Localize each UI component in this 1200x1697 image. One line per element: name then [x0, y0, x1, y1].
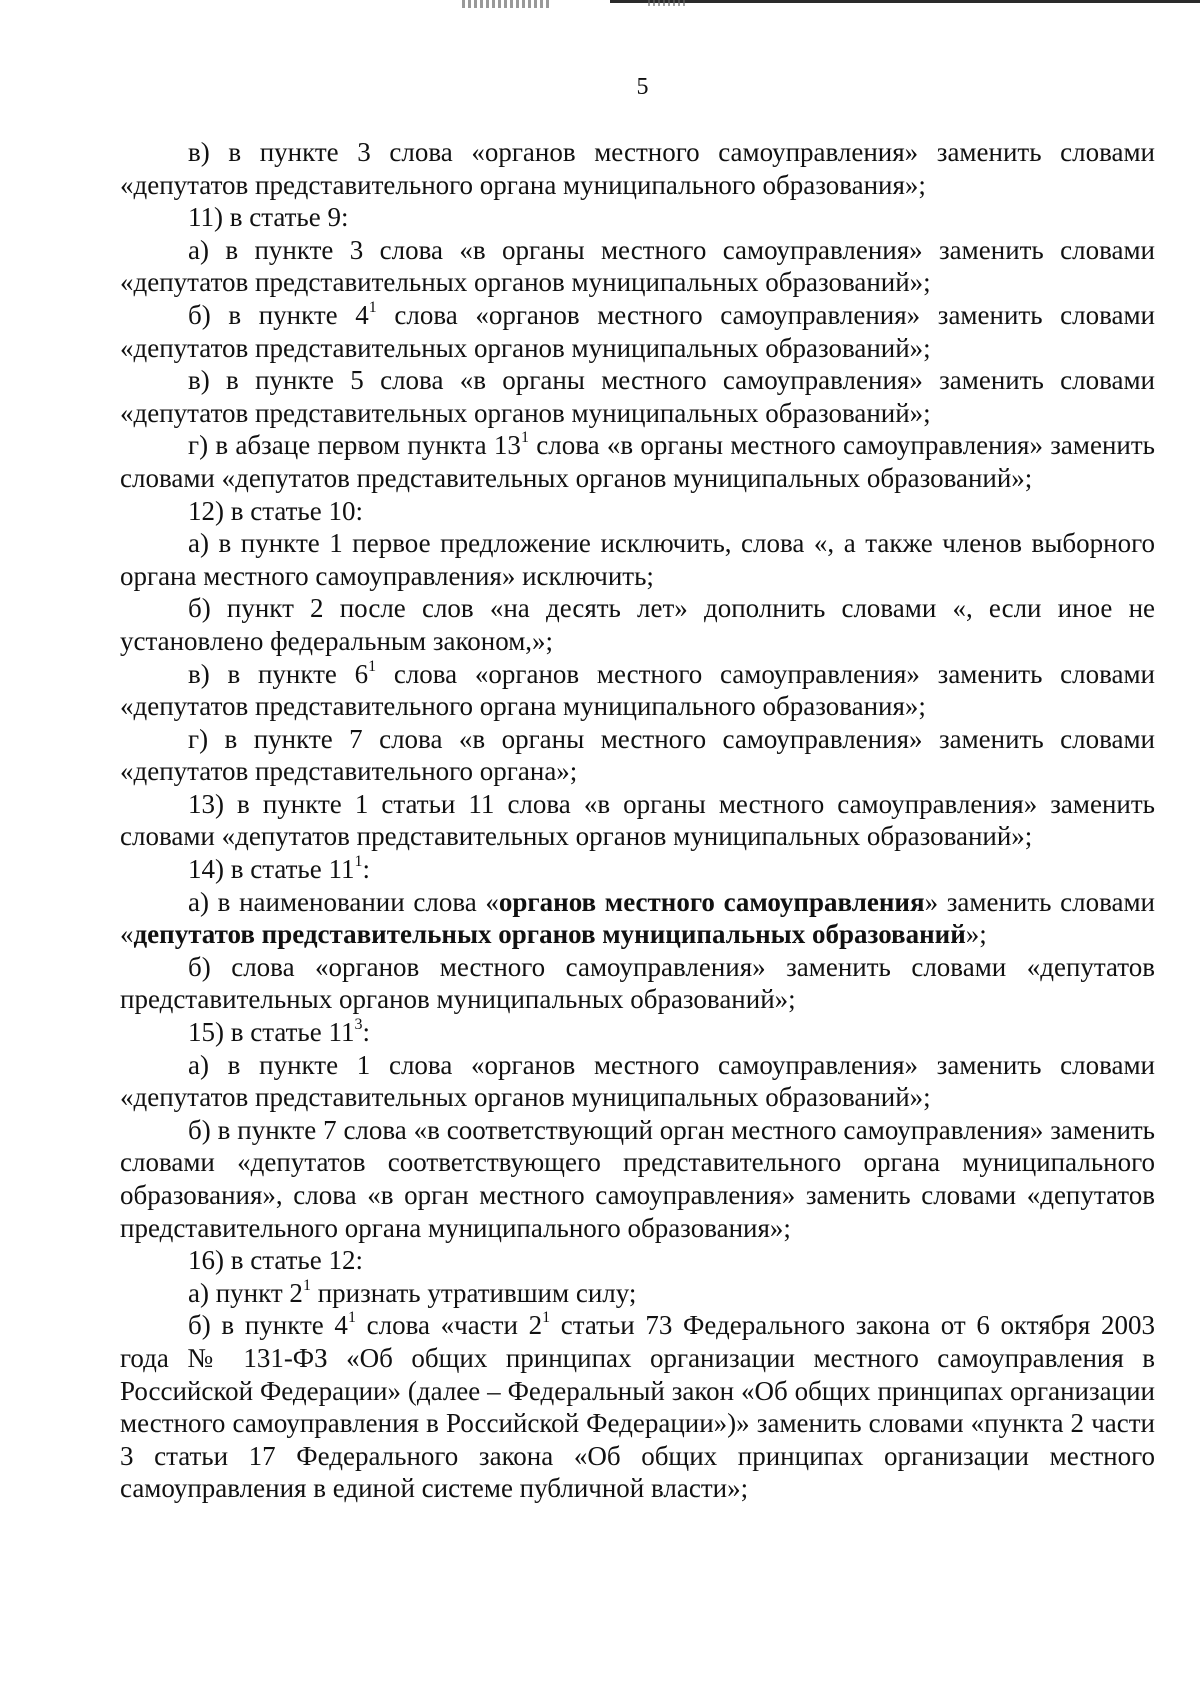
text-segment: статьи 73 Федерального закона от 6 октября 2003 года № 131-ФЗ «Об общих принципах организации местного самоуправления в Российской Федерации» (далее – Федеральный закон «Об общих принципах организации местного самоуправления в Российской Федерации»)» заменить словами «пункта 2 части 3 статьи 17 Федерального закона «Об общих принципах организации местного самоуправления в единой системе публичной власти»;	[120, 1310, 1155, 1504]
superscript-index: 1	[354, 853, 363, 871]
page-number: 5	[636, 74, 649, 100]
bold-text: органов местного самоуправления	[498, 886, 925, 917]
paragraph	[120, 951, 1155, 1016]
paragraph	[120, 788, 1155, 853]
section-heading	[120, 853, 1155, 886]
paragraph	[120, 136, 1155, 201]
text-segment: а) в пункте 1 слова «органов местного самоуправления» заменить словами «депутатов представительных органов муниципальных образований»;	[120, 1049, 1155, 1113]
section-heading	[120, 495, 1155, 528]
text-segment: а) пункт 2	[188, 1277, 303, 1308]
text-segment: в) в пункте 5 слова «в органы местного самоуправления» заменить словами «депутатов представительных органов муниципальных образований»;	[120, 365, 1155, 428]
scan-mark-artifact	[462, 0, 550, 8]
text-segment: слова «части 2	[355, 1310, 543, 1341]
superscript-index: 1	[520, 429, 529, 447]
paragraph	[120, 234, 1155, 299]
text-segment: »;	[965, 919, 987, 950]
text-segment: а) в пункте 3 слова «в органы местного самоуправления» заменить словами «депутатов представительных органов муниципальных образований»;	[120, 234, 1155, 298]
paragraph	[120, 1309, 1155, 1505]
text-segment: :	[362, 854, 370, 885]
paragraph	[120, 723, 1155, 788]
text-segment: б) в пункте 4	[188, 299, 369, 330]
text-segment: в) в пункте 6	[188, 658, 369, 689]
section-heading	[120, 1244, 1155, 1277]
text-segment: слова «в органы местного самоуправления» заменить словами «депутатов представительных органов муниципальных образований»;	[120, 430, 1155, 493]
text-segment: 14) в статье 11	[188, 854, 355, 885]
superscript-index: 1	[542, 1309, 551, 1327]
superscript-index: 1	[368, 298, 377, 316]
paragraph	[120, 658, 1155, 723]
bold-text: депутатов представительных органов муниципальных образований	[133, 919, 966, 950]
text-segment: б) пункт 2 после слов «на десять лет» дополнить словами «, если иное не установлено федеральным законом,»;	[120, 593, 1155, 656]
text-segment: слова «органов местного самоуправления» заменить словами «депутатов представительных органов муниципальных образований»;	[120, 299, 1156, 363]
text-segment: 11) в статье 9:	[188, 202, 349, 233]
paragraph	[120, 1114, 1155, 1244]
text-segment: а) в пункте 1 первое предложение исключить, слова «, а также членов выборного органа местного самоуправления» исключить;	[120, 528, 1155, 591]
text-segment: слова «органов местного самоуправления» заменить словами «депутатов представительного органа муниципального образования»;	[120, 658, 1155, 722]
superscript-index: 3	[354, 1016, 363, 1034]
text-segment: б) в пункте 7 слова «в соответствующий орган местного самоуправления» заменить словами «депутатов соответствующего представительного органа муниципального образования», слова «в орган местного самоуправления» заменить словами «депутатов представительного органа муниципального образования»;	[120, 1114, 1155, 1243]
text-segment: :	[362, 1017, 370, 1048]
text-segment: а) в наименовании слова «	[188, 886, 499, 917]
section-heading	[120, 1016, 1155, 1049]
text-segment: 12) в статье 10:	[188, 495, 363, 526]
superscript-index: 1	[347, 1309, 356, 1327]
text-segment: в) в пункте 3 слова «органов местного самоуправления» заменить словами «депутатов представительного органа муниципального образования»;	[120, 137, 1155, 200]
section-heading	[120, 201, 1155, 234]
paragraph	[120, 364, 1155, 429]
document-body	[120, 136, 1155, 1505]
text-segment: 15) в статье 11	[188, 1017, 355, 1048]
scan-mark-artifact	[648, 0, 688, 6]
text-segment: » заменить словами «	[120, 886, 1156, 950]
paragraph	[120, 592, 1155, 657]
paragraph	[120, 1049, 1155, 1114]
scan-edge-artifact	[610, 0, 1200, 3]
superscript-index: 1	[302, 1276, 311, 1294]
paragraph	[120, 886, 1155, 951]
paragraph	[120, 299, 1155, 364]
text-segment: признать утратившим силу;	[310, 1277, 637, 1308]
text-segment: 16) в статье 12:	[188, 1245, 363, 1276]
text-segment: г) в абзаце первом пункта 13	[188, 430, 521, 461]
text-segment: б) в пункте 4	[188, 1310, 348, 1341]
paragraph	[120, 527, 1155, 592]
superscript-index: 1	[368, 657, 377, 675]
text-segment: г) в пункте 7 слова «в органы местного самоуправления» заменить словами «депутатов представительного органа»;	[120, 723, 1155, 787]
text-segment: 13) в пункте 1 статьи 11 слова «в органы местного самоуправления» заменить словами «депутатов представительных органов муниципальных образований»;	[120, 788, 1155, 852]
paragraph	[120, 429, 1155, 494]
text-segment: б) слова «органов местного самоуправления» заменить словами «депутатов представительных органов муниципальных образований»;	[120, 951, 1155, 1015]
section-heading	[120, 1277, 1155, 1310]
